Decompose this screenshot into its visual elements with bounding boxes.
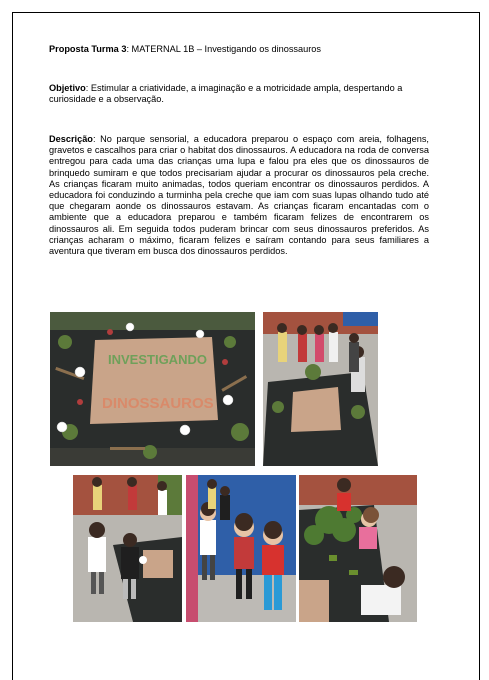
description-text: : No parque sensorial, a educadora preparou o espaço com areia, folhagens, gravetos e cascalhos para criar o habitat dos dinossauros. A educadora na roda de conversa entregou para cada uma das crianças uma lupa e falou pra eles que os dinossauros de brinquedo sumiram e que todos precisariam ajudar a procurar os dinossauros pela creche. As crianças ficaram muito animadas, todos queriam encontrar os dinossauros perdidos. A educadora foi conduzindo a turminha pela creche que iam com suas lupas olhando tudo até que chegaram aonde os dinossauros estavam. As crianças ficaram encantadas com o ambiente que a educadora preparou e também ficaram felizes de encontrarem os dinossauros ali. Em seguida todos puderam brincar com seus dinossauros preferidos. As crianças acharam o máximo, ficaram felizes e saíram contando para seus familiares a aventura que tiveram em busca dos dinossauros perdidos. (49, 134, 429, 257)
photo-children-around-habitat (263, 312, 378, 466)
description-label: Descrição (49, 134, 93, 144)
proposal-title (49, 44, 429, 55)
photo-children-with-magnifiers (73, 475, 182, 622)
photo-dinosaur-habitat-sign (50, 312, 255, 466)
objective-label: Objetivo (49, 83, 86, 93)
sign-text-line1: INVESTIGANDO (108, 352, 207, 367)
objective-text: : Estimular a criatividade, a imaginação e a motricidade ampla, despertando a curiosidade e a observação. (49, 83, 403, 105)
title-label: Proposta Turma 3 (49, 44, 127, 54)
photo-children-finding-dinosaurs (299, 475, 417, 622)
photo-children-in-corridor (186, 475, 296, 622)
description-paragraph (49, 134, 429, 257)
title-text: : MATERNAL 1B – Investigando os dinossauros (126, 44, 322, 54)
objective-paragraph (49, 83, 429, 105)
sign-text-line2: DINOSSAUROS (102, 395, 214, 412)
